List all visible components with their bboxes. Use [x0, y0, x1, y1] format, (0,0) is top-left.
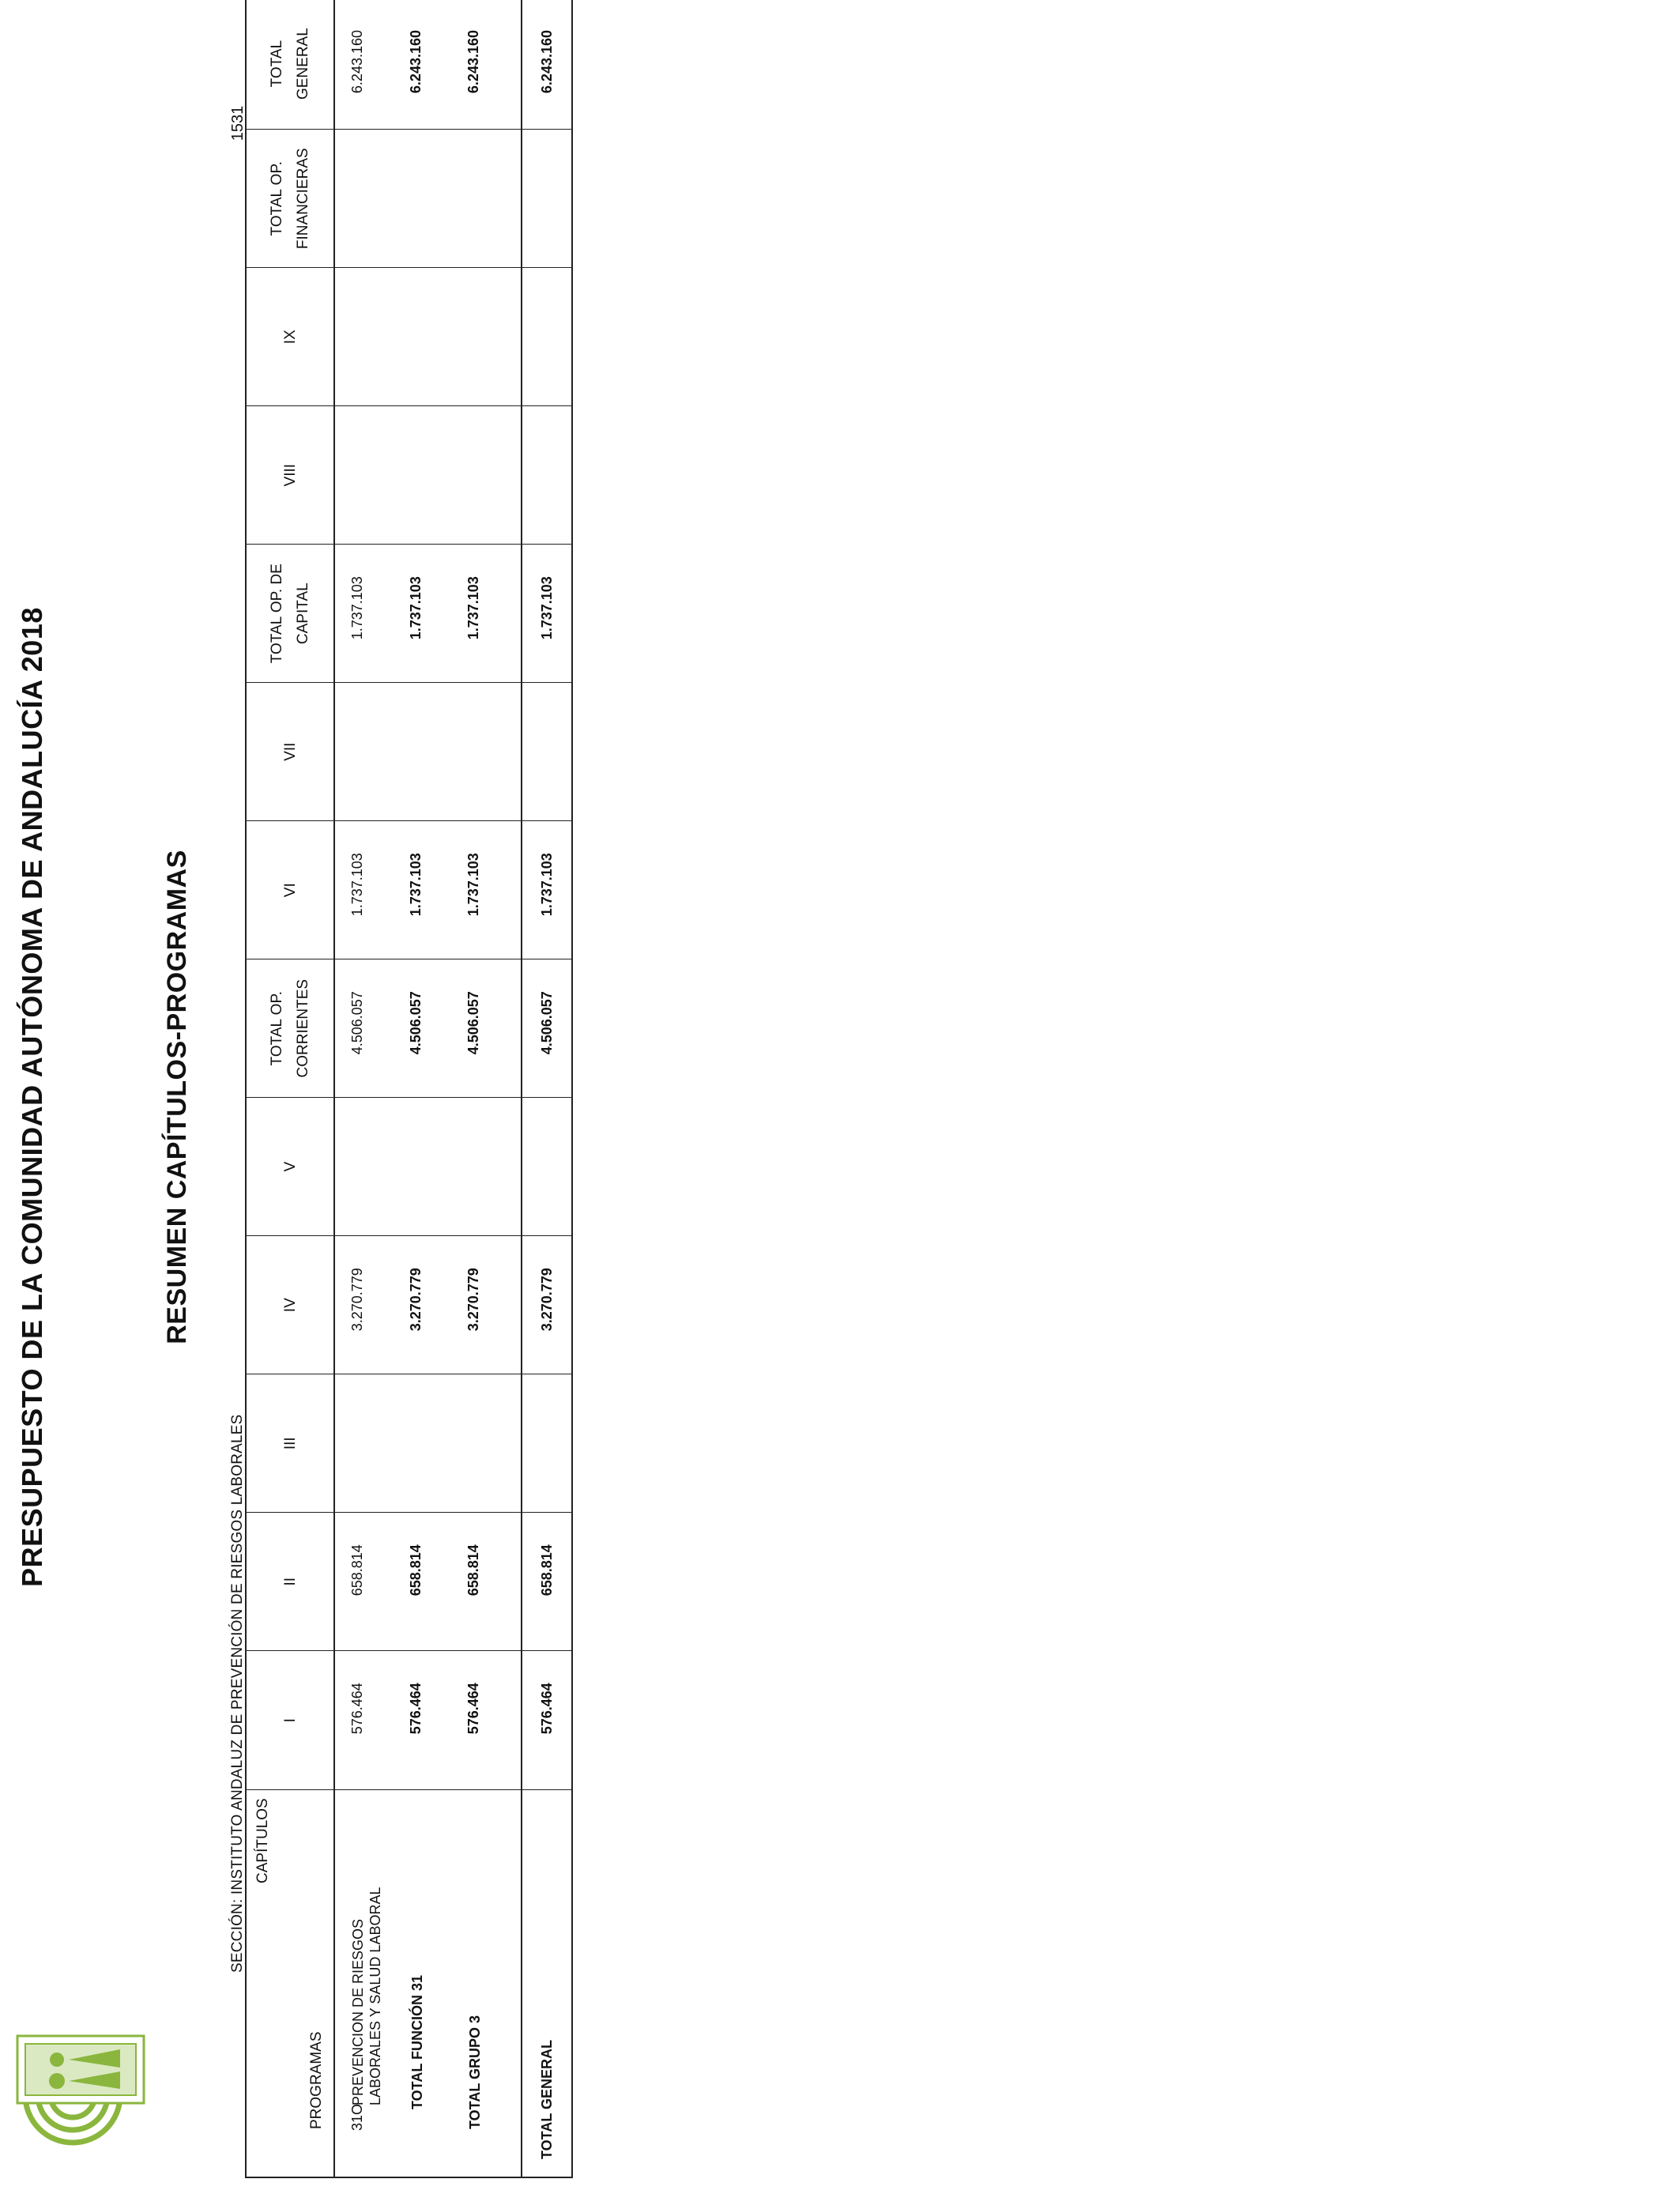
table-row-total-grupo: [451, 0, 522, 2177]
value-cell: 1.737.103: [522, 821, 572, 959]
value-cell: [451, 1098, 522, 1236]
page-subtitle: RESUMEN CAPÍTULOS-PROGRAMAS: [162, 850, 192, 1344]
page-title: PRESUPUESTO DE LA COMUNIDAD AUTÓNOMA DE ANDALUCÍA 2018: [16, 607, 48, 1587]
value-cell: 3.270.779: [397, 1236, 451, 1374]
value-cell: [451, 268, 522, 406]
total-funcion-cell: [397, 1790, 451, 2177]
value-cell: [522, 130, 572, 268]
value-cell: 4.506.057: [397, 959, 451, 1098]
section-label: SECCIÓN: INSTITUTO ANDALUZ DE PREVENCIÓN DE RIESGOS LABORALES: [229, 1414, 246, 1973]
value-cell: [522, 1374, 572, 1513]
value-cell: 4.506.057: [334, 959, 397, 1098]
value-cell: 1.737.103: [334, 821, 397, 959]
value-cell: [451, 1374, 522, 1513]
value-cell: 6.243.160: [451, 0, 522, 130]
header-row: [246, 0, 334, 2177]
value-cell: [522, 1098, 572, 1236]
col-header: IV: [246, 1236, 334, 1374]
value-cell: 576.464: [522, 1651, 572, 1790]
program-code: 31O: [349, 2103, 365, 2131]
value-cell: 1.737.103: [397, 545, 451, 683]
value-cell: 4.506.057: [451, 959, 522, 1098]
col-header: TOTAL OP. FINANCIERAS: [246, 130, 334, 268]
value-cell: [334, 1374, 397, 1513]
col-header: TOTAL OP. DE CAPITAL: [246, 545, 334, 683]
value-cell: [451, 683, 522, 821]
col-header: VI: [246, 821, 334, 959]
value-cell: 1.737.103: [451, 821, 522, 959]
value-cell: 658.814: [522, 1513, 572, 1651]
col-header: III: [246, 1374, 334, 1513]
col-header: VIII: [246, 406, 334, 545]
table-row-total-general: [522, 0, 572, 2177]
value-cell: [397, 1374, 451, 1513]
value-cell: [522, 268, 572, 406]
header-programas: PROGRAMAS: [308, 2031, 325, 2129]
program-cell: [334, 1790, 397, 2177]
value-cell: [397, 130, 451, 268]
total-grupo-label: TOTAL GRUPO 3: [467, 2015, 483, 2129]
value-cell: 3.270.779: [522, 1236, 572, 1374]
value-cell: 3.270.779: [451, 1236, 522, 1374]
value-cell: 1.737.103: [451, 545, 522, 683]
value-cell: 6.243.160: [522, 0, 572, 130]
value-cell: [522, 683, 572, 821]
value-cell: 658.814: [397, 1513, 451, 1651]
value-cell: [397, 1098, 451, 1236]
col-header: TOTAL OP. CORRIENTES: [246, 959, 334, 1098]
value-cell: [334, 130, 397, 268]
col-header: IX: [246, 268, 334, 406]
total-grupo-cell: [451, 1790, 522, 2177]
table-row-total-funcion: [397, 0, 451, 2177]
value-cell: [334, 406, 397, 545]
program-name: PREVENCION DE RIESGOS LABORALES Y SALUD LABORAL: [350, 1887, 383, 2105]
value-cell: [397, 406, 451, 545]
value-cell: [397, 683, 451, 821]
col-header: II: [246, 1513, 334, 1651]
total-funcion-label: TOTAL FUNCIÓN 31: [409, 1974, 425, 2109]
table-row-program: [334, 0, 397, 2177]
value-cell: 1.737.103: [397, 821, 451, 959]
col-header: TOTAL GENERAL: [246, 0, 334, 130]
col-header: I: [246, 1651, 334, 1790]
value-cell: [397, 268, 451, 406]
value-cell: 6.243.160: [397, 0, 451, 130]
value-cell: [451, 130, 522, 268]
value-cell: 1.737.103: [522, 545, 572, 683]
header-capitulos: CAPÍTULOS: [254, 1798, 271, 1883]
value-cell: 576.464: [334, 1651, 397, 1790]
value-cell: [334, 683, 397, 821]
total-general-label: TOTAL GENERAL: [538, 2039, 555, 2159]
value-cell: 4.506.057: [522, 959, 572, 1098]
value-cell: 658.814: [334, 1513, 397, 1651]
header-capitulos-programas: [246, 1790, 334, 2177]
value-cell: 576.464: [397, 1651, 451, 1790]
value-cell: [451, 406, 522, 545]
value-cell: 3.270.779: [334, 1236, 397, 1374]
value-cell: [334, 268, 397, 406]
col-header: VII: [246, 683, 334, 821]
value-cell: 6.243.160: [334, 0, 397, 130]
value-cell: 1.737.103: [334, 545, 397, 683]
value-cell: 576.464: [451, 1651, 522, 1790]
resumen-table: [245, 0, 573, 2178]
section-code: 1531: [229, 105, 247, 141]
value-cell: [334, 1098, 397, 1236]
value-cell: 658.814: [451, 1513, 522, 1651]
col-header: V: [246, 1098, 334, 1236]
value-cell: [522, 406, 572, 545]
